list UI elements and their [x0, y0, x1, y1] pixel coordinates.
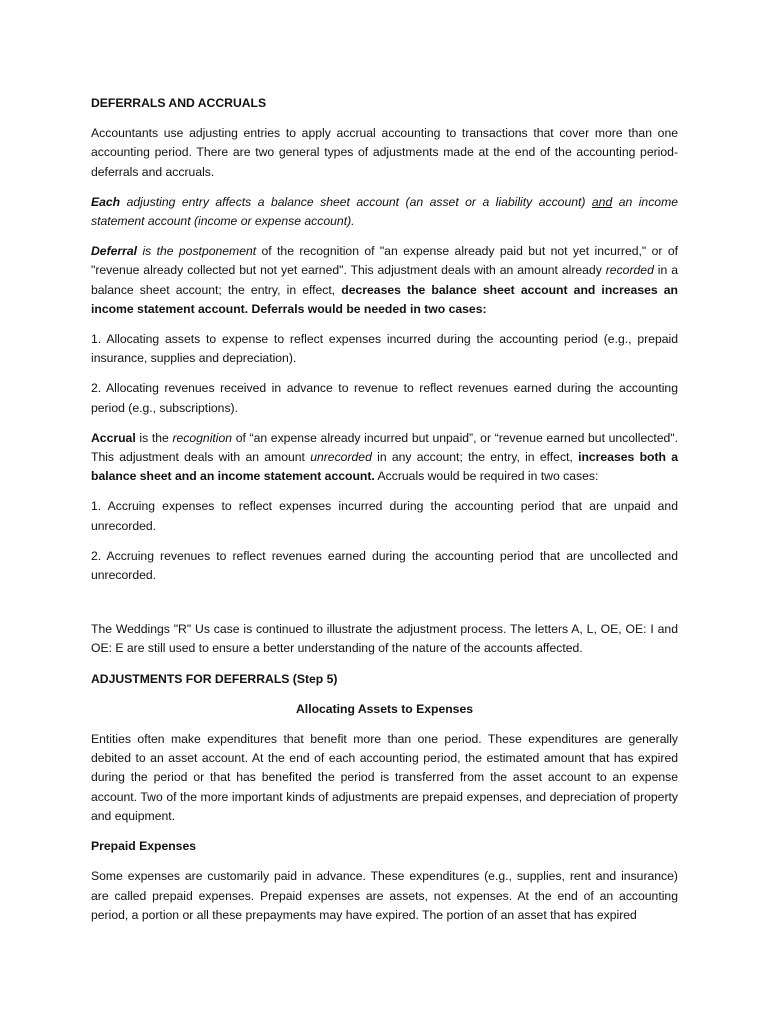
paragraph-accrual	[91, 429, 678, 487]
text-span: an income statement account (income or expense account).	[91, 194, 678, 229]
paragraph-accrual-case-2: 2. Accruing revenues to reflect revenues earned during the accounting period that are uncollected and unrecorded.	[91, 548, 678, 583]
text-span: in a balance sheet account; the entry, in effect,	[91, 263, 678, 297]
document-title: DEFERRALS AND ACCRUALS	[91, 96, 267, 110]
recorded-term: recorded	[605, 263, 654, 278]
text-span: of “an expense already incurred but unpaid”, or “revenue earned but uncollected". This adjustment deals with an amount	[91, 430, 678, 465]
paragraph-intro: Accountants use adjusting entries to apply accrual accounting to transactions that cover more than one accounting period. There are two general types of adjustments made at the end of the accounting period- deferrals and accruals.	[91, 126, 678, 179]
deferral-effect: decreases the balance sheet account and increases an income statement account.	[91, 282, 678, 316]
text-span: Deferrals would be needed in two cases:	[248, 301, 487, 316]
paragraph-prepaid: Some expenses are customarily paid in advance. These expenditures (e.g., supplies, rent and insurance) are called prepaid expenses. Prepaid expenses are assets, not expenses. At the end of an accounting period, a portion or all these prepayments may have expired. The portion of an asset that has expired	[91, 869, 678, 922]
subsection-heading: Allocating Assets to Expenses	[296, 701, 473, 716]
paragraph-expenditures: Entities often make expenditures that benefit more than one period. These expenditures are generally debited to an asset account. At the end of each accounting period, the estimated amount that has expired during the period or that has benefited the period is transferred from the asset account to an expense account. Two of the more important kinds of adjustments are prepaid expenses, and depreciation of property and equipment.	[91, 732, 678, 823]
text-span: Accruals would be required in two cases:	[374, 469, 599, 484]
prepaid-expenses-heading: Prepaid Expenses	[91, 839, 196, 854]
text-span: adjusting entry affects a balance sheet account (an asset or a liability account)	[120, 194, 592, 209]
paragraph-deferral	[91, 242, 678, 319]
paragraph-deferral-case-1: 1. Allocating assets to expense to reflect expenses incurred during the accounting period (e.g., prepaid insurance, supplies and depreciation).	[91, 332, 678, 366]
unrecorded-term: unrecorded	[310, 450, 372, 465]
recognition-term: recognition	[172, 430, 233, 445]
spacer	[91, 596, 678, 620]
accrual-effect: increases both a balance sheet and an income statement account.	[91, 450, 678, 484]
paragraph-case-intro: The Weddings "R" Us case is continued to illustrate the adjustment process. The letters A, L, OE, OE: I and OE: E are still used to ensure a better understanding of the nature of the accounts affected.	[91, 622, 678, 656]
each-emphasis: Each	[91, 194, 121, 209]
text-span: of the recognition of "an expense already paid but not yet incurred," or of "revenue already collected but not yet earned". This adjustment deals with an amount already	[91, 244, 678, 278]
deferral-term: Deferral	[91, 244, 138, 259]
text-span: in any account; the entry, in effect,	[371, 450, 579, 465]
paragraph-deferral-case-2: 2. Allocating revenues received in advance to revenue to reflect revenues earned during the accounting period (e.g., subscriptions).	[91, 381, 678, 415]
text-span: is the	[135, 430, 173, 445]
section-heading-deferrals: ADJUSTMENTS FOR DEFERRALS (Step 5)	[91, 671, 338, 686]
accrual-term: Accrual	[91, 430, 136, 445]
paragraph-accrual-case-1: 1. Accruing expenses to reflect expenses incurred during the accounting period that are unpaid and unrecorded.	[91, 499, 678, 533]
paragraph-each-entry	[91, 193, 678, 231]
and-underline: and	[591, 194, 613, 209]
text-span: is the postponement	[137, 244, 257, 259]
